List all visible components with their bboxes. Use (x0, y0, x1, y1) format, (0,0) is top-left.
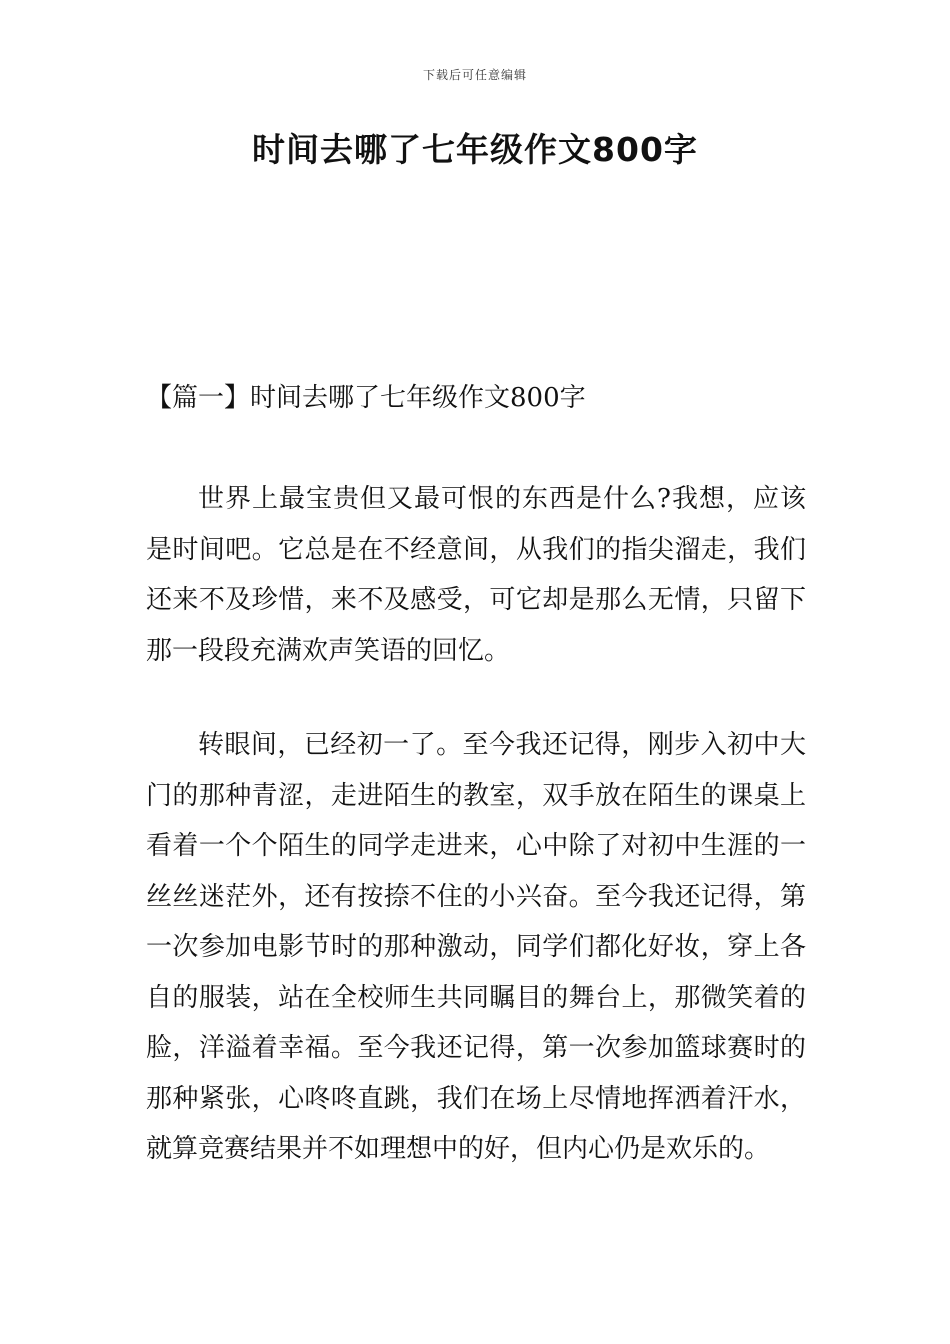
paragraph-2: 转眼间，已经初一了。至今我还记得，刚步入初中大门的那种青涩，走进陌生的教室，双手放在陌生的课桌上看着一个个陌生的同学走进来，心中除了对初中生涯的一丝丝迷茫外，还有按捺不住的小兴奋。至今我还记得，第一次参加电影节时的那种激动，同学们都化好妆，穿上各自的服装，站在全校师生共同瞩目的舞台上，那微笑着的脸，洋溢着幸福。至今我还记得，第一次参加篮球赛时的那种紧张，心咚咚直跳，我们在场上尽情地挥洒着汗水，就算竞赛结果并不如理想中的好，但内心仍是欢乐的。 (146, 730, 806, 1164)
page-title: 时间去哪了七年级作文800字 (252, 130, 698, 169)
header-note: 下载后可任意编辑 (422, 68, 527, 82)
paragraph-1: 世界上最宝贵但又最可恨的东西是什么?我想，应该是时间吧。它总是在不经意间，从我们的指尖溜走，我们还来不及珍惜，来不及感受，可它却是那么无情，只留下那一段段充满欢声笑语的回忆。 (146, 484, 806, 666)
section-heading: 【篇一】时间去哪了七年级作文800字 (146, 383, 586, 413)
